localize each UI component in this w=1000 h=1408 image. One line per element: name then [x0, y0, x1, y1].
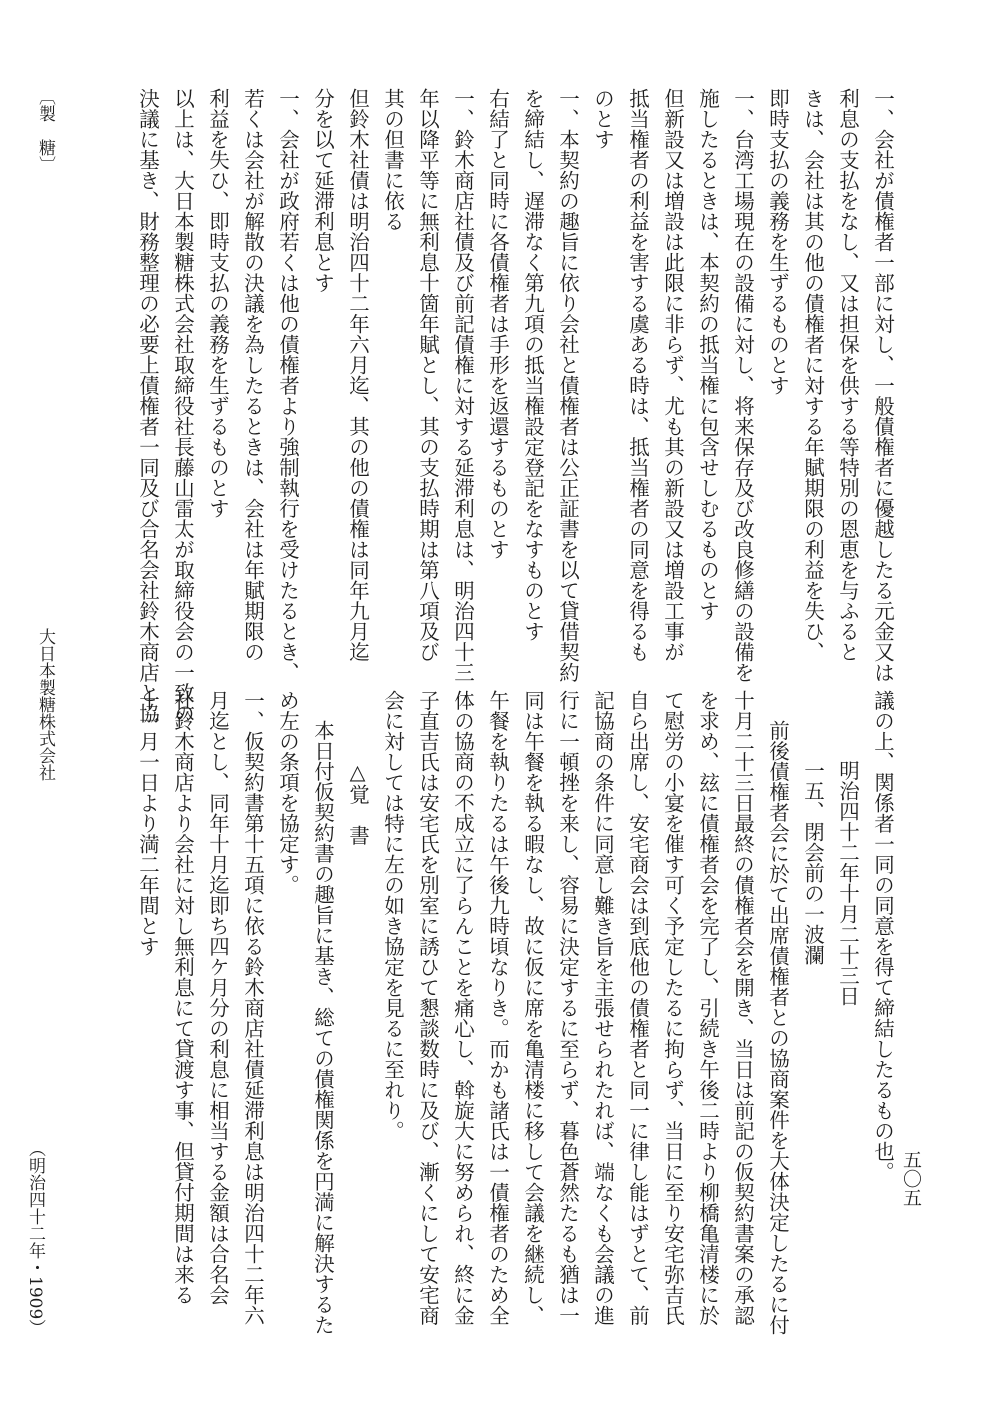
upper-text-column: のとす — [590, 88, 615, 150]
lower-text-column: 本日付仮契約書の趣旨に基き、総ての債権関係を円満に解決するた — [310, 720, 335, 1335]
lower-text-column: 前後債権者会に於て出席債権者との協商案件を大体決定したるに付 — [765, 720, 790, 1335]
lower-text-column: を求め、玆に債権者会を完了し、引続き午後二時より柳橋亀清楼に於 — [695, 690, 720, 1326]
lower-text-column: め左の条項を協定す。 — [275, 690, 300, 895]
lower-text-column: 行に一頓挫を来し、容易に決定するに至らず、暮色蒼然たるも猶は一 — [555, 690, 580, 1326]
lower-text-column: 十一月一日より満二年間とす — [135, 690, 160, 957]
lower-text-column: 社鈴木商店より会社に対し無利息にて貸渡す事、但貸付期間は来る — [170, 690, 195, 1305]
upper-text-column: 一、鈴木商店社債及び前記債権に対する延滞利息は、明治四十三 — [450, 88, 475, 683]
upper-text-column: 年以降平等に無利息十箇年賦とし、其の支払時期は第八項及び — [415, 88, 440, 662]
upper-text-column: きは、会社は其の他の債権者に対する年賦期限の利益を失ひ、 — [800, 88, 825, 662]
lower-text-column: 会に対しては特に左の如き協定を見るに至れり。 — [380, 690, 405, 1141]
lower-text-column: 体の協商の不成立に了らんことを痛心し、斡旋大に努められ、終に金 — [450, 690, 475, 1326]
lower-text-column: 同は午餐を執る暇なし、故に仮に席を亀清楼に移して会議を継続し、 — [520, 690, 545, 1326]
upper-text-column: 一、会社が政府若くは他の債権者より強制執行を受けたるとき、 — [275, 88, 300, 683]
upper-text-column: を締結し、遅滞なく第九項の抵当権設定登記をなすものとす — [520, 88, 545, 642]
upper-text-column: 利息の支払をなし、又は担保を供する等特別の恩恵を与ふると — [835, 88, 860, 662]
upper-text-column: 但新設又は増設は此限に非らず、尤も其の新設又は増設工事が — [660, 88, 685, 662]
upper-text-column: 一、台湾工場現在の設備に対し、将来保存及び改良修繕の設備を — [730, 88, 755, 683]
upper-text-column: 其の但書に依る — [380, 88, 405, 232]
upper-text-column: 分を以て延滞利息とす — [310, 88, 335, 293]
upper-text-column: 一、本契約の趣旨に依り会社と債権者は公正証書を以て貸借契約 — [555, 88, 580, 683]
lower-text-column: 一五、閉会前の一波瀾 — [800, 760, 825, 965]
lower-text-column: 議の上、関係者一同の同意を得て締結したるもの也。 — [870, 690, 895, 1182]
upper-text-column: 即時支払の義務を生ずるものとす — [765, 88, 790, 396]
upper-text-column: 右結了と同時に各債権者は手形を返還するものとす — [485, 88, 510, 560]
upper-text-column: 抵当権者の利益を害する虞ある時は、抵当権者の同意を得るも — [625, 88, 650, 662]
upper-text-column: 若くは会社が解散の決議を為したるときは、会社は年賦期限の — [240, 88, 265, 662]
lower-text-column: 子直吉氏は安宅氏を別室に誘ひて懇談数時に及び、漸くにして安宅商 — [415, 690, 440, 1326]
lower-text-column: 記協商の条件に同意し難き旨を主張せられたれば、端なくも会議の進 — [590, 690, 615, 1326]
running-header-era: （明治四十二年・1909） — [25, 1140, 45, 1337]
lower-text-column: 一、仮契約書第十五項に依る鈴木商店社債延滞利息は明治四十二年六 — [240, 690, 265, 1326]
lower-text-column: 明治四十二年十月二十三日 — [835, 760, 860, 1006]
lower-text-column: 月迄とし、同年十月迄即ち四ケ月分の利息に相当する金額は合名会 — [205, 690, 230, 1305]
upper-text-column: 以上は、大日本製糖株式会社取締役社長藤山雷太が取締役会の一致の — [170, 88, 195, 724]
lower-text-column: △覚 書 — [345, 760, 370, 846]
upper-text-column: 利益を失ひ、即時支払の義務を生ずるものとす — [205, 88, 230, 519]
lower-text-column: 自ら出席し、安宅商会は到底他の債権者と同一に律し能はずとて、前 — [625, 690, 650, 1326]
lower-text-column: 午餐を執りたるは午後九時頃なりき。而かも諸氏は一債権者のため全 — [485, 690, 510, 1326]
upper-text-column: 一、会社が債権者一部に対し、一般債権者に優越したる元金又は — [870, 88, 895, 683]
upper-text-column: 但鈴木社債は明治四十二年六月迄、其の他の債権は同年九月迄 — [345, 88, 370, 662]
running-header-category: 〔製 糖〕 — [35, 88, 55, 173]
running-header-company: 大日本製糖株式会社 — [35, 628, 55, 781]
upper-text-column: 施したるときは、本契約の抵当権に包含せしむるものとす — [695, 88, 720, 621]
page-number: 五〇五 — [900, 1150, 922, 1207]
upper-text-column: 決議に基き、財務整理の必要上債権者一同及び合名会社鈴木商店と協 — [135, 88, 160, 724]
lower-text-column: 十月二十三日最終の債権者会を開き、当日は前記の仮契約書案の承認 — [730, 690, 755, 1326]
lower-text-column: て慰労の小宴を催す可く予定したるに拘らず、当日に至り安宅弥吉氏 — [660, 690, 685, 1326]
